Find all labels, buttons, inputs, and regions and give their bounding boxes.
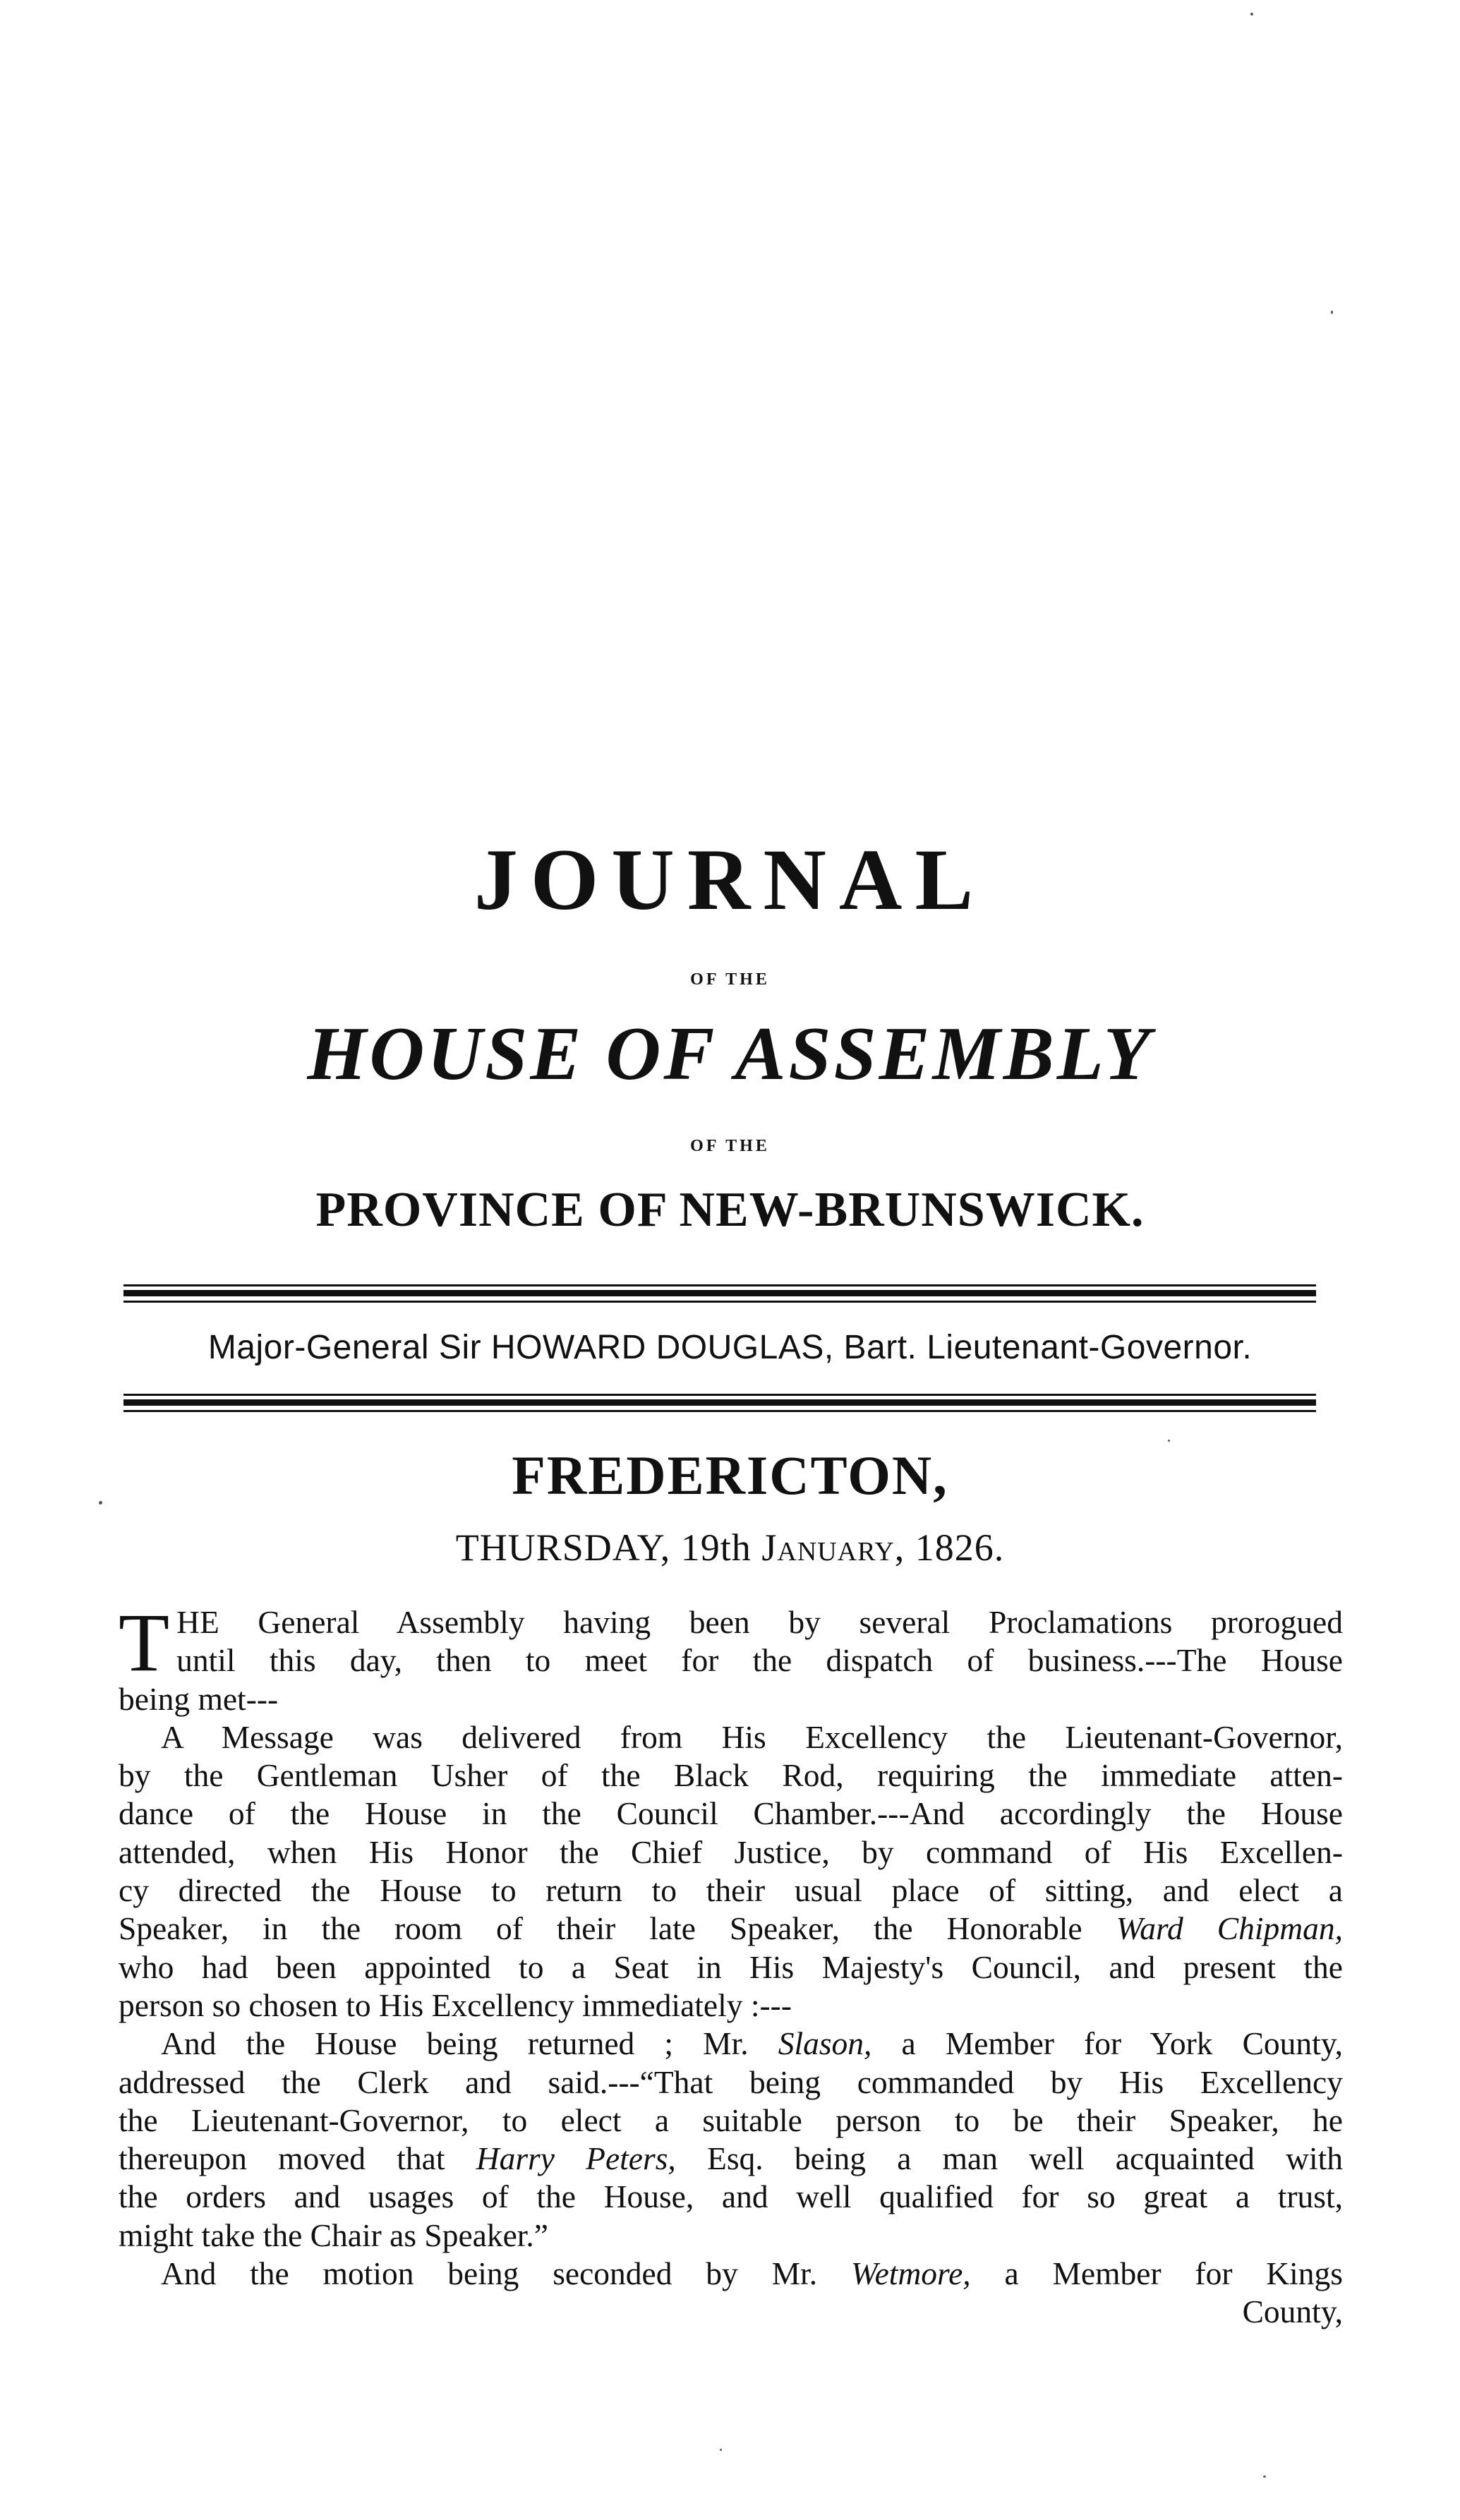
date-year: , 1826. — [894, 1526, 1005, 1569]
rule — [123, 1301, 1316, 1303]
rule — [123, 1290, 1316, 1296]
text-line: the orders and usages of the House, and well qualified for so great a trust, — [119, 2178, 1343, 2215]
name-harry-peters: Harry Peters, — [476, 2140, 676, 2177]
text-span: And the motion being seconded by Mr. — [161, 2255, 851, 2292]
text-line: attended, when His Honor the Chief Justice, by command of His Excellen- — [119, 1833, 1343, 1870]
drop-cap: T — [119, 1596, 170, 1689]
dateline-place: FREDERICTON, — [512, 1445, 948, 1506]
text-span: Speaker, in the room of their late Speaker, the Honorable — [119, 1910, 1116, 1947]
paragraph — [119, 1718, 1343, 2025]
scan-speck — [1168, 1440, 1170, 1442]
text-line — [119, 2255, 1343, 2293]
text-line — [119, 2025, 1343, 2063]
scan-speck — [1250, 13, 1253, 16]
body-text — [119, 1596, 1344, 2332]
text-line: the Lieutenant-Governor, to elect a suitable person to be their Speaker, he — [119, 2102, 1343, 2138]
name-wetmore: Wetmore, — [850, 2255, 971, 2292]
text-line — [119, 1910, 1343, 1948]
text-line: who had been appointed to a Seat in His Majesty's Council, and present the — [119, 1948, 1343, 1985]
of-the-label: OF THE — [690, 970, 770, 989]
text-line: until this day, then to meet for the dispatch of business.---The House — [176, 1642, 1343, 1679]
text-line: might take the Chair as Speaker.” — [119, 2217, 549, 2253]
title-journal: JOURNAL — [473, 831, 987, 928]
text-line: cy directed the House to return to their usual place of sitting, and elect a — [119, 1872, 1343, 1909]
paragraph — [119, 1596, 1343, 1718]
date-month: January — [761, 1526, 895, 1569]
catchword: County, — [1242, 2293, 1343, 2330]
title-province: PROVINCE OF NEW-BRUNSWICK. — [315, 1183, 1145, 1237]
text-span: And the House being returned ; Mr. — [161, 2025, 778, 2062]
text-span: Esq. being a man well acquainted with — [675, 2140, 1343, 2177]
governor-line: Major-General Sir HOWARD DOUGLAS, Bart. Lieutenant-Governor. — [207, 1329, 1253, 1366]
scan-speck — [99, 1501, 102, 1505]
text-line: dance of the House in the Council Chamber.---And accordingly the House — [119, 1795, 1343, 1832]
text-span: a Member for York County, — [871, 2025, 1343, 2062]
text-line: A Message was delivered from His Excellency the Lieutenant-Governor, — [161, 1718, 1343, 1755]
name-slason: Slason, — [778, 2025, 872, 2062]
date-day: THURSDAY, 19th — [455, 1526, 762, 1569]
text-span: a Member for Kings — [970, 2255, 1343, 2292]
text-span: thereupon moved that — [119, 2140, 476, 2177]
of-the-label: OF THE — [690, 1137, 770, 1155]
rule — [123, 1410, 1316, 1412]
name-ward-chipman: Ward Chipman, — [1116, 1910, 1344, 1947]
scan-speck — [1263, 2476, 1266, 2478]
rule — [123, 1394, 1316, 1396]
scan-speck — [720, 2449, 722, 2451]
dateline-date — [0, 1526, 1460, 1569]
scan-speck — [1331, 311, 1333, 314]
text-line — [119, 2140, 1343, 2178]
text-line: addressed the Clerk and said.---“That being commanded by His Excellency — [119, 2063, 1343, 2100]
rule — [123, 1399, 1316, 1406]
text-line: HE General Assembly having been by several Proclamations prorogued — [176, 1604, 1343, 1640]
text-line: being met--- — [119, 1680, 279, 1717]
rule — [123, 1284, 1316, 1286]
text-line: person so chosen to His Excellency immediately :--- — [119, 1987, 792, 2023]
paragraph — [119, 2255, 1343, 2332]
paragraph — [119, 2025, 1343, 2255]
text-line: by the Gentleman Usher of the Black Rod, requiring the immediate atten- — [119, 1757, 1343, 1794]
title-house-of-assembly: HOUSE OF ASSEMBLY — [307, 1012, 1153, 1096]
